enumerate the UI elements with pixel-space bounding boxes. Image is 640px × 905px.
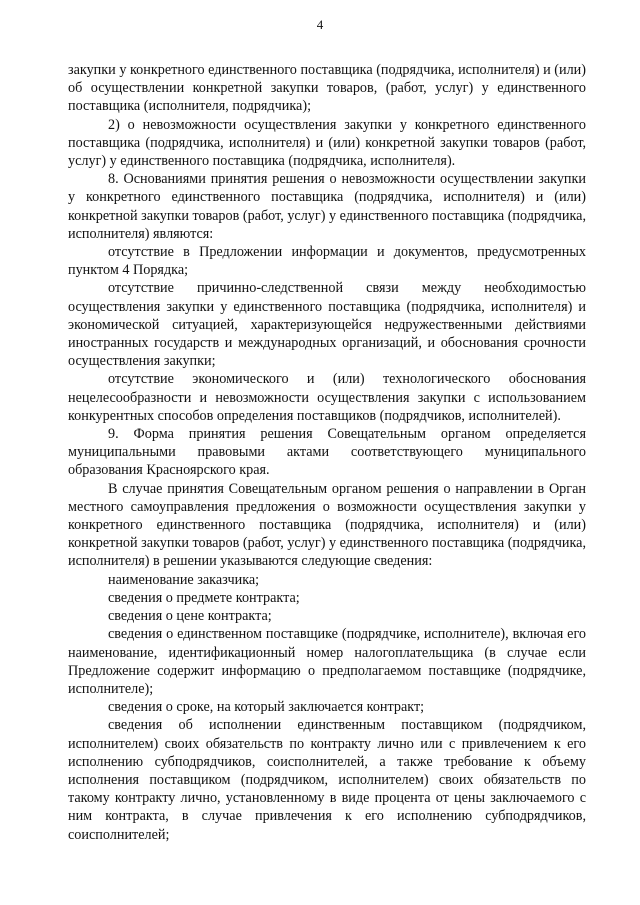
paragraph: сведения о сроке, на который заключается контракт; — [108, 699, 425, 716]
paragraph: сведения о цене контракта; — [108, 608, 272, 625]
paragraph: 8. Основаниями принятия решения о невозможности осуществлении закупки у конкретного единственного поставщика (подрядчика, исполнителя) и (или) конкретной закупки товаров (работ, услуг) у единственного поставщика (подрядчика, исполнителя) являются: — [68, 171, 586, 242]
paragraph: отсутствие в Предложении информации и документов, предусмотренных пунктом 4 Порядка; — [68, 244, 586, 279]
paragraph: сведения о предмете контракта; — [108, 589, 300, 606]
paragraph: отсутствие причинно-следственной связи между необходимостью осуществления закупки у единственного поставщика (подрядчика, исполнителя) и экономической ситуацией, характеризующейся недружественными действиями иностранных государств и международных организаций, и обоснования срочности осуществления закупки; — [68, 280, 586, 370]
paragraph: закупки у конкретного единственного поставщика (подрядчика, исполнителя) и (или) об осуществлении конкретной закупки товаров, (работ, услуг) у единственного поставщика (исполнителя, подрядчика); — [68, 62, 586, 115]
document-body — [68, 61, 586, 844]
paragraph: отсутствие экономического и (или) технологического обоснования нецелесообразности и невозможности осуществления закупки с использованием конкурентных способов определения поставщиков (подрядчиков, исполнителей). — [68, 371, 586, 424]
paragraph: 9. Форма принятия решения Совещательным органом определяется муниципальными правовыми актами соответствующего муниципального образования Красноярского края. — [68, 426, 586, 479]
paragraph: 2) о невозможности осуществления закупки у конкретного единственного поставщика (подрядчика, исполнителя) и (или) конкретной закупки товаров (работ, услуг) у единственного поставщика (подрядчика, исполнителя). — [68, 116, 586, 170]
paragraph: наименование заказчика; — [108, 571, 260, 588]
paragraph: сведения о единственном поставщике (подрядчике, исполнителе), включая его наименование, идентификационный номер налогоплательщика (в случае если Предложение содержит информацию о предполагаемом поставщике (подрядчике, исполнителе); — [68, 626, 586, 697]
paragraph: сведения об исполнении единственным поставщиком (подрядчиком, исполнителем) своих обязательств по контракту лично или с привлечением к его исполнению субподрядчиков, соисполнителей, а также требование к объему исполнения поставщиком (подрядчиком, исполнителем) своих обязательств по такому контракту лично, установленному в виде процента от цены заключаемого с ним контракта, в случае привлечения к его исполнению субподрядчиков, соисполнителей; — [68, 717, 586, 843]
paragraph: В случае принятия Совещательным органом решения о направлении в Орган местного самоуправления предложения о возможности осуществления закупки у конкретного единственного поставщика (подрядчика, исполнителя) и (или) конкретной закупки товаров (работ, услуг) у единственного поставщика (подрядчика, исполнителя) в решении указываются следующие сведения: — [68, 480, 586, 570]
page-number: 4 — [316, 17, 324, 32]
